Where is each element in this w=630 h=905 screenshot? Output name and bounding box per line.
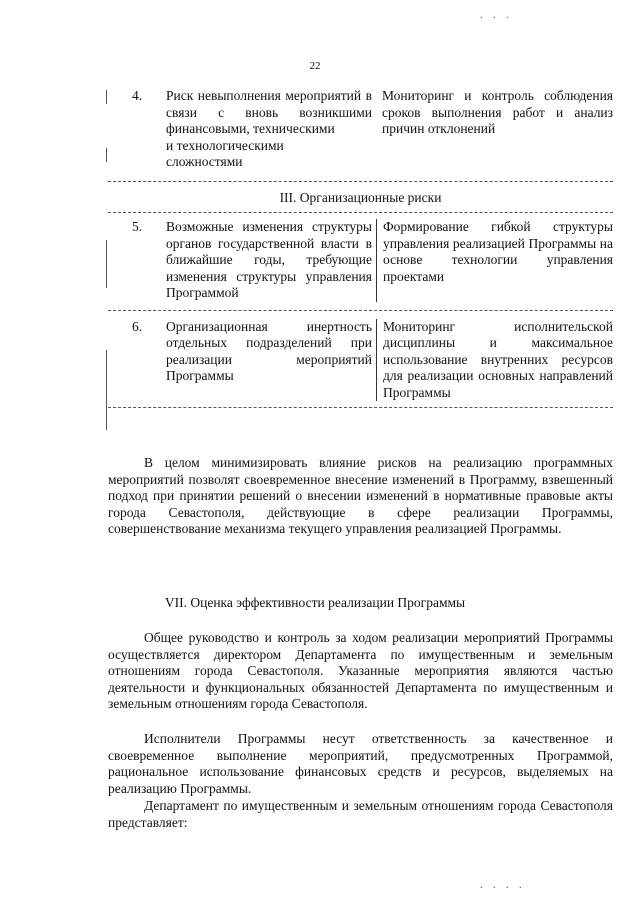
scan-artifact: . . . <box>480 10 513 21</box>
risk-measure: Мониторинг и контроль соблюдения сроков выполнения работ и анализ причин отклонений <box>382 88 613 136</box>
margin-mark <box>106 350 107 430</box>
row-number: 4. <box>131 88 143 103</box>
row-number: 6. <box>131 318 143 334</box>
table-row <box>108 213 613 311</box>
table-row <box>108 88 613 171</box>
paragraph: Исполнители Программы несут ответственность за качественное и своевременное выполнение мероприятий, предусмотренных Программой, рациональное использование финансовых средств и ресурсов, выделяемых на реализацию Программы. <box>108 731 613 796</box>
scan-artifact: . . . . <box>480 880 526 891</box>
table-row <box>108 311 613 409</box>
risk-measure: Мониторинг исполнительской дисциплины и максимальное использование внутренних ресурсов для реализации основных направлений Программы <box>376 319 613 402</box>
section-title: III. Организационные риски <box>108 181 613 214</box>
margin-mark <box>106 90 107 104</box>
section-heading: VII. Оценка эффективности реализации Программы <box>164 595 466 610</box>
page-number: 22 <box>309 60 321 72</box>
margin-mark <box>106 240 107 288</box>
risk-description: Возможные изменения структуры органов государственной власти в ближайшие годы, требующие изменения структуры управления Программой <box>166 219 372 300</box>
paragraph: Общее руководство и контроль за ходом реализации мероприятий Программы осуществляется директором Департамента по имущественным и земельным отношениям города Севастополя. Указанные мероприятия являются частью деятельности и функциональных обязанностей Департамента по имущественным и земельным отношениям города Севастополя. <box>108 630 613 711</box>
paragraph: Департамент по имущественным и земельным отношениям города Севастополя представляет: <box>108 798 613 830</box>
conclusion-paragraph: В целом минимизировать влияние рисков на реализацию программных мероприятий позволят своевременное внесение изменений в Программу, взвешенный подход при принятии решений о внесении изменений в нормативные правовые акты города Севастополя, действующие в сфере реализации Программы, совершенствование механизма текущего управления реализацией Программы. <box>108 455 613 536</box>
risk-description: Организационная инертность отдельных подразделений при реализации мероприятий Программы <box>166 318 372 383</box>
risk-description: Риск невыполнения мероприятий в связи с вновь возникшими финансовыми, техническими и технологическими сложностями <box>166 88 372 169</box>
risk-measure: Формирование гибкой структуры управления реализацией Программы на основе технологии управления проектами <box>376 219 613 302</box>
row-number: 5. <box>131 219 143 234</box>
margin-mark <box>106 148 107 162</box>
risk-table <box>108 88 613 408</box>
